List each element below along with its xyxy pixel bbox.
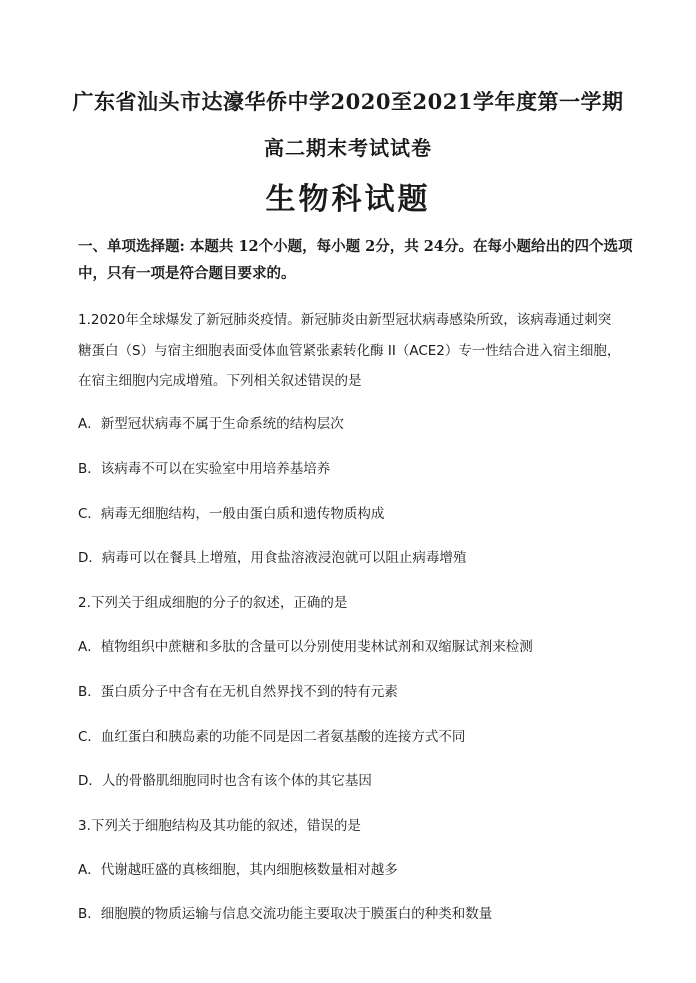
question-1-stem-line-2: 糖蛋白（S）与宿主细胞表面受体血管紧张素转化酶 II（ACE2）专一性结合进入宿主细胞，: [78, 343, 621, 359]
question-2-option-c: C．血红蛋白和胰岛素的功能不同是因二者氨基酸的连接方式不同: [78, 729, 466, 745]
question-1-option-d: D．病毒可以在餐具上增殖，用食盐溶液浸泡就可以阻止病毒增殖: [78, 550, 467, 566]
question-2-option-a: A．植物组织中蔗糖和多肽的含量可以分别使用斐林试剂和双缩脲试剂来检测: [78, 639, 533, 655]
question-2-option-b: B．蛋白质分子中含有在无机自然界找不到的特有元素: [78, 684, 398, 700]
section-heading: 一、单项选择题: 本题共 12个小题，每小题 2分，共 24分。在每小题给出的四个选项中，只有一项是符合题目要求的。: [78, 238, 633, 282]
question-1-stem-line-1: 1.2020年全球爆发了新冠肺炎疫情。新冠肺炎由新型冠状病毒感染所致，该病毒通过刺突: [78, 312, 612, 328]
subject-title: 生物科试题: [265, 182, 431, 217]
question-1-option-c: C．病毒无细胞结构，一般由蛋白质和遗传物质构成: [78, 506, 385, 522]
question-1-stem-line-3: 在宿主细胞内完成增殖。下列相关叙述错误的是: [78, 373, 362, 389]
exam-subtitle: 高二期末考试试卷: [264, 136, 432, 160]
question-2-option-d: D．人的骨骼肌细胞同时也含有该个体的其它基因: [78, 773, 372, 789]
exam-title: 广东省汕头市达濠华侨中学2020至2021学年度第一学期: [72, 89, 624, 114]
question-1-option-b: B．该病毒不可以在实验室中用培养基培养: [78, 461, 331, 477]
question-3-option-a: A．代谢越旺盛的真核细胞，其内细胞核数量相对越多: [78, 862, 398, 878]
question-1-option-a: A．新型冠状病毒不属于生命系统的结构层次: [78, 416, 344, 432]
question-3-stem: 3.下列关于细胞结构及其功能的叙述，错误的是: [78, 818, 361, 834]
question-3-option-b: B．细胞膜的物质运输与信息交流功能主要取决于膜蛋白的种类和数量: [78, 906, 493, 922]
question-2-stem: 2.下列关于组成细胞的分子的叙述，正确的是: [78, 595, 348, 611]
